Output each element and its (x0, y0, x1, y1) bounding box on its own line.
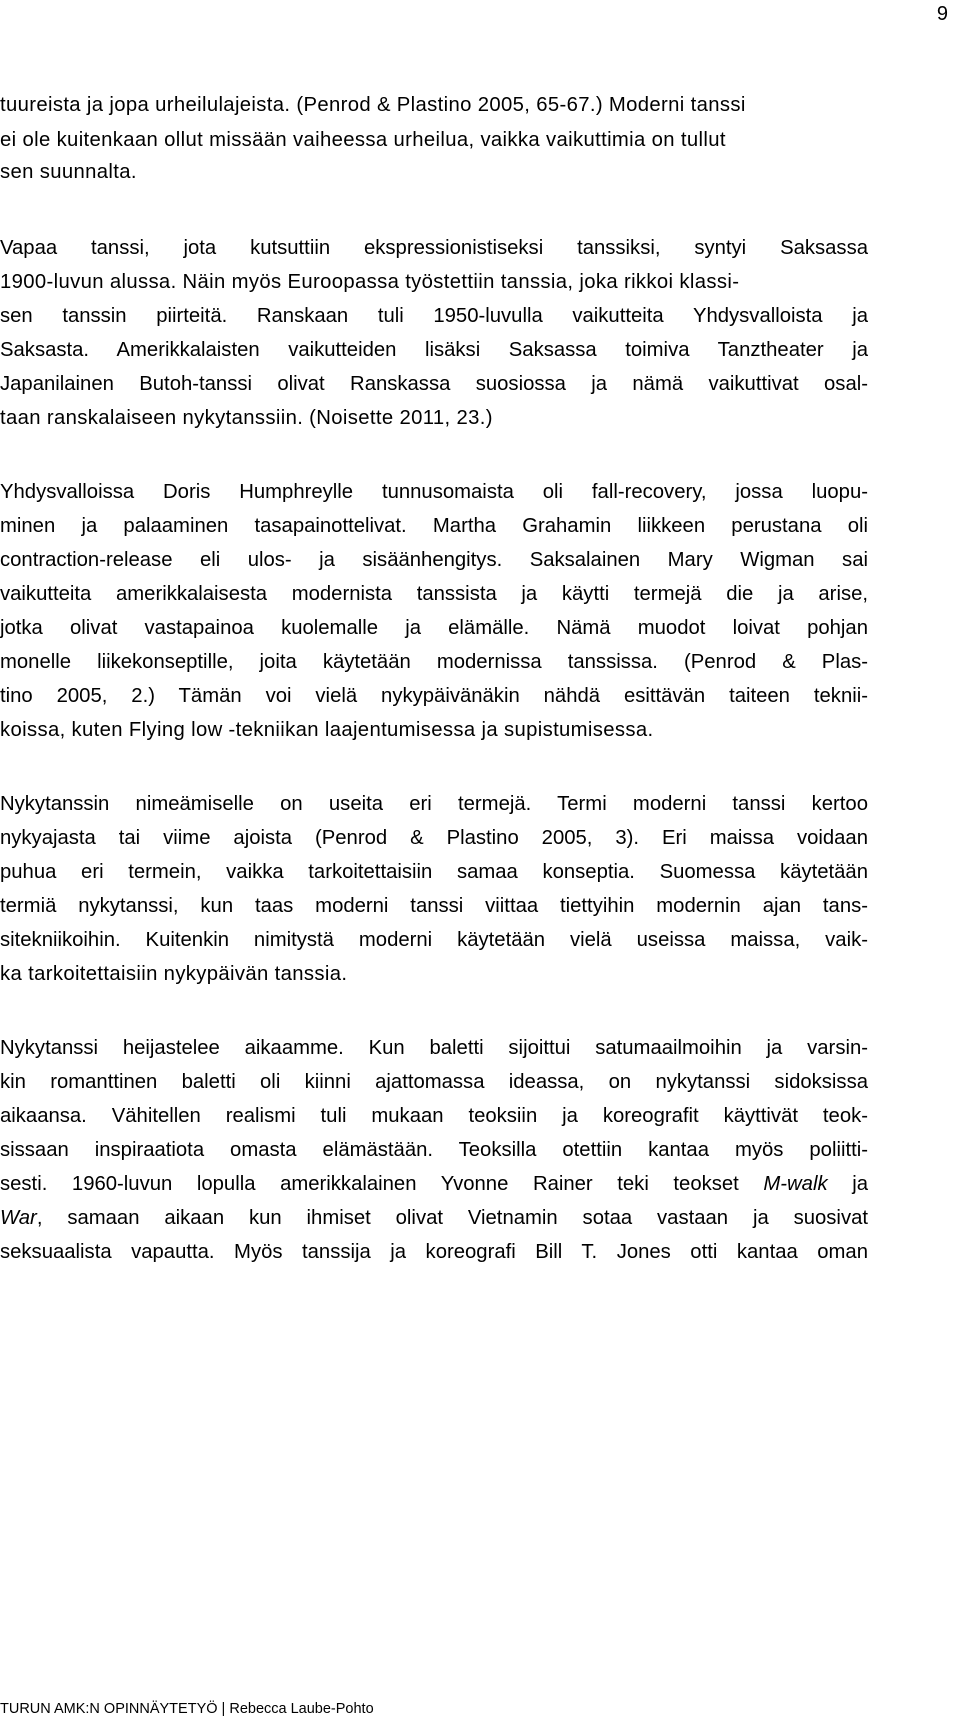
text-line: 1900-luvun alussa. Näin myös Euroopassa työstettiin tanssia, joka rikkoi klassi- (0, 271, 740, 293)
text-line: minen ja palaaminen tasapainottelivat. Martha Grahamin liikkeen perustana oli (0, 515, 868, 537)
text-line: puhua eri termein, vaikka tarkoitettaisiin samaa konseptia. Suomessa käytetään (0, 861, 868, 883)
text-line: jotka olivat vastapainoa kuolemalle ja elämälle. Nämä muodot loivat pohjan (0, 617, 868, 639)
text-line: Vapaa tanssi, jota kutsuttiin ekspressionistiseksi tanssiksi, syntyi Saksassa (0, 237, 868, 259)
text-line: ei ole kuitenkaan ollut missään vaiheessa urheilua, vaikka vaikuttimia on tullut (0, 129, 726, 151)
text-line: ka tarkoitettaisiin nykypäivän tanssia. (0, 963, 348, 985)
text-line: aikaansa. Vähitellen realismi tuli mukaan teoksiin ja koreografit käyttivät teok- (0, 1105, 868, 1127)
text-line: vaikutteita amerikkalaisesta modernista tanssista ja käytti termejä die ja arise, (0, 583, 868, 605)
text-line: taan ranskalaiseen nykytanssiin. (Noisette 2011, 23.) (0, 407, 493, 429)
text-line: termiä nykytanssi, kun taas moderni tanssi viittaa tiettyihin modernin ajan tans- (0, 895, 868, 917)
text-line: contraction-release eli ulos- ja sisäänhengitys. Saksalainen Mary Wigman sai (0, 549, 868, 571)
text-line: monelle liikekonseptille, joita käytetään modernissa tanssissa. (Penrod & Plas- (0, 651, 868, 673)
text-line (0, 1202, 868, 1235)
text-line: sissaan inspiraatiota omasta elämästään. Teoksilla otettiin kantaa myös poliitti- (0, 1139, 868, 1161)
text-line: Nykytanssin nimeämiselle on useita eri termejä. Termi moderni tanssi kertoo (0, 793, 868, 815)
text-line: sitekniikoihin. Kuitenkin nimitystä moderni käytetään vielä useissa maissa, vaik- (0, 929, 868, 951)
text-span: , samaan aikaan kun ihmiset olivat Vietnamin sotaa vastaan ja suosivat (36, 1207, 868, 1229)
text-line: Japanilainen Butoh-tanssi olivat Ranskassa suosiossa ja nämä vaikuttivat osal- (0, 373, 868, 395)
text-line: tuureista ja jopa urheilulajeista. (Penrod & Plastino 2005, 65-67.) Moderni tanssi (0, 94, 746, 116)
text-span: ja (827, 1173, 868, 1195)
page-number: 9 (936, 3, 948, 25)
italic-title: M-walk (763, 1173, 828, 1195)
text-line (0, 1168, 868, 1201)
text-span: sesti. 1960-luvun lopulla amerikkalainen Yvonne Rainer teki teokset (0, 1173, 764, 1195)
text-line: Yhdysvalloissa Doris Humphreylle tunnusomaista oli fall-recovery, jossa luopu- (0, 481, 868, 503)
text-line: kin romanttinen baletti oli kiinni ajattomassa ideassa, on nykytanssi sidoksissa (0, 1071, 868, 1093)
text-line: koissa, kuten Flying low -tekniikan laajentumisessa ja supistumisessa. (0, 719, 654, 741)
footer: TURUN AMK:N OPINNÄYTETYÖ | Rebecca Laube-Pohto (0, 1701, 374, 1717)
text-line: seksuaalista vapautta. Myös tanssija ja koreografi Bill T. Jones otti kantaa oman (0, 1241, 868, 1263)
text-line: tino 2005, 2.) Tämän voi vielä nykypäivänäkin nähdä esittävän taiteen teknii- (0, 685, 868, 707)
italic-title: War (0, 1207, 37, 1229)
text-line: Saksasta. Amerikkalaisten vaikutteiden lisäksi Saksassa toimiva Tanztheater ja (0, 339, 868, 361)
text-line: nykyajasta tai viime ajoista (Penrod & Plastino 2005, 3). Eri maissa voidaan (0, 827, 868, 849)
text-line: Nykytanssi heijastelee aikaamme. Kun baletti sijoittui satumaailmoihin ja varsin- (0, 1037, 868, 1059)
text-line: sen suunnalta. (0, 161, 137, 183)
text-line: sen tanssin piirteitä. Ranskaan tuli 1950-luvulla vaikutteita Yhdysvalloista ja (0, 305, 868, 327)
